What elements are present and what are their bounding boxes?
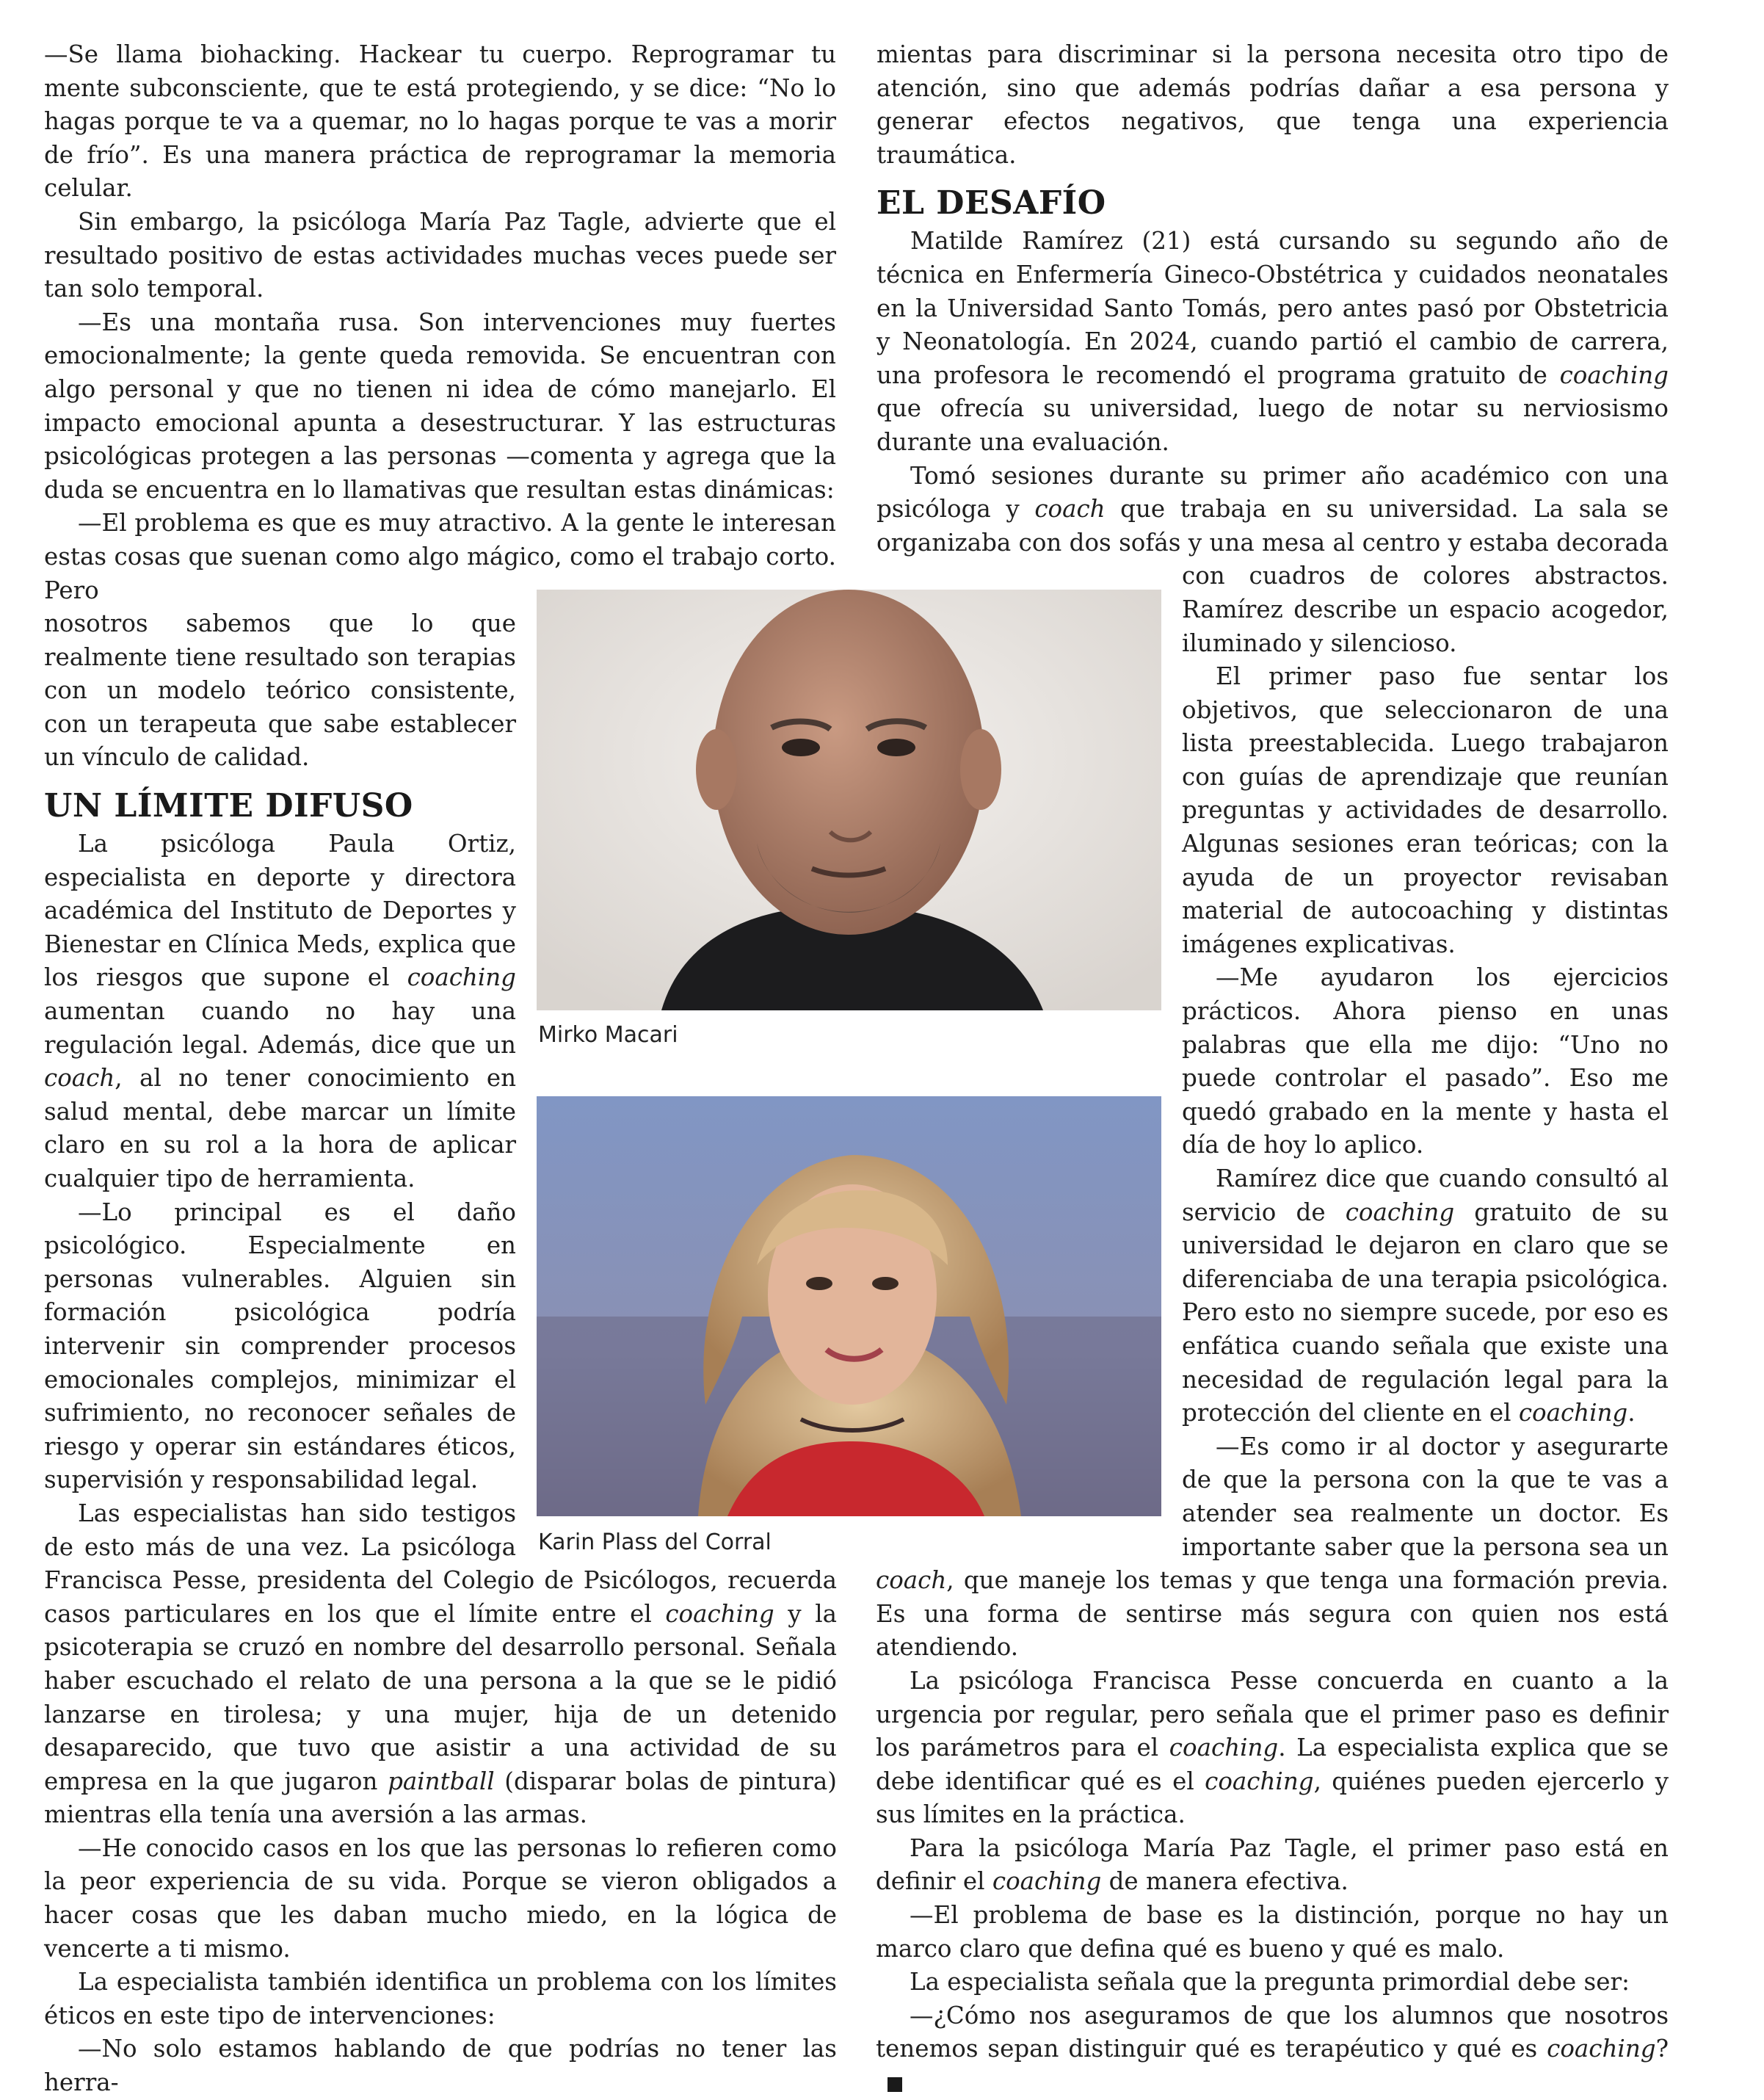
article-column-right (876, 38, 1669, 2100)
paragraph: El primer paso fue sentar los objetivos, que seleccionaron de una lista preestablecida. Luego trabajaron con guías de aprendizaje que reunían preguntas y actividades de desarrollo. Algunas sesiones eran teóricas; con la ayuda de un proyector revisaban material de autocoaching y distintas imágenes explicativas. (1182, 662, 1669, 958)
paragraph: Sin embargo, la psicóloga María Paz Tagle, advierte que el resultado positivo de estas actividades muchas veces puede ser tan solo temporal. (44, 207, 836, 303)
paragraph: —Es como ir al doctor y asegurarte de que la persona con la que te vas a atender sea realmente un doctor. Es importante saber que la persona sea un coach, que maneje los temas y que tenga una formación previa. Es una forma de sentirse más segura con quien nos está atendiendo. (876, 1432, 1669, 1662)
photo-caption: Mirko Macari (538, 1022, 678, 1048)
paragraph: La psicóloga Francisca Pesse concuerda en cuanto a la urgencia por regular, pero señala que el primer paso es definir los parámetros para el coaching. La especialista explica que se debe identificar qué es el coaching, quiénes pueden ejercerlo y sus límites en la práctica. (876, 1666, 1669, 1829)
paragraph: —Me ayudaron los ejercicios prácticos. Ahora pienso en unas palabras que ella me dijo: “Uno no puede controlar el pasado”. Eso me quedó grabado en la mente y hasta el día de hoy lo aplico. (1182, 963, 1669, 1159)
paragraph: Matilde Ramírez (21) está cursando su segundo año de técnica en Enfermería Gineco-Obstétrica y cuidados neonatales en la Universidad Santo Tomás, pero antes pasó por Obstetricia y Neonatología. En 2024, cuando partió el cambio de carrera, una profesora le recomendó el programa gratuito de coaching que ofrecía su universidad, luego de notar su nerviosismo durante una evaluación. (876, 227, 1669, 456)
paragraph: —He conocido casos en los que las personas lo refieren como la peor experiencia de su vida. Porque se vieron obligados a hacer cosas que les daban mucho miedo, en la lógica de vencerte a ti mismo. (44, 1833, 837, 1963)
paragraph: —El problema es que es muy atractivo. A la gente le interesan estas cosas que suenan como algo mágico, como el trabajo corto. Pero nosotros sabemos que lo que realmente tiene resultado son terapias con un modelo teórico consistente, con un terapeuta que sabe establecer un vínculo de calidad. (44, 509, 836, 772)
paragraph: La especialista también identifica un problema con los límites éticos en este tipo de intervenciones: (44, 1968, 837, 2030)
paragraph: —¿Cómo nos aseguramos de que los alumnos que nosotros tenemos sepan distinguir qué es terapéutico y qué es coaching? (876, 1999, 1669, 2100)
paragraph: —No solo estamos hablando de que podrías no tener las herra- (44, 2035, 837, 2097)
end-mark-icon (888, 2077, 902, 2092)
paragraph: Para la psicóloga María Paz Tagle, el primer paso está en definir el coaching de manera efectiva. (876, 1833, 1669, 1896)
portrait-photo-karin-plass (537, 1096, 1161, 1516)
paragraph: —Se llama biohacking. Hackear tu cuerpo. Reprogramar tu mente subconsciente, que te está protegiendo, y se dice: “No lo hagas porque te va a quemar, no lo hagas porque te vas a morir de frío”. Es una manera práctica de reprogramar la memoria celular. (44, 40, 836, 203)
section-heading: UN LÍMITE DIFUSO (44, 787, 413, 825)
portrait-man-image (537, 590, 1161, 1010)
photo-caption: Karin Plass del Corral (538, 1529, 772, 1555)
article-column-left (44, 38, 837, 2100)
paragraph: Las especialistas han sido testigos de esto más de una vez. La psicóloga Francisca Pesse, presidenta del Colegio de Psicólogos, recuerda casos particulares en los que el límite entre el coaching y la psicoterapia se cruzó en nombre del desarrollo personal. Señala haber escuchado el relato de una persona a la que se le pidió lanzarse en tirolesa; y una mujer, hija de un detenido desaparecido, que tuvo que asistir a una actividad de su empresa en la que jugaron paintball (disparar bolas de pintura) mientras ella tenía una aversión a las armas. (44, 1499, 837, 1829)
paragraph: mientas para discriminar si la persona necesita otro tipo de atención, sino que además podrías dañar a esa persona y generar efectos negativos, que tenga una experiencia traumática. (876, 40, 1669, 169)
layout-spacer (836, 38, 837, 580)
paragraph: Tomó sesiones durante su primer año académico con una psicóloga y coach que trabaja en su universidad. La sala se organizaba con dos sofás y una mesa al centro y estaba decorada con cuadros de colores abstractos. Ramírez describe un espacio acogedor, iluminado y silencioso. (876, 461, 1669, 657)
paragraph: —Es una montaña rusa. Son intervenciones muy fuertes emocionalmente; la gente queda removida. Se encuentran con algo personal y que no tienen ni idea de cómo manejarlo. El impacto emocional apunta a desestructurar. Y las estructuras psicológicas protegen a las personas —comenta y agrega que la duda se encuentra en lo llamativas que resultan estas dinámicas: (44, 308, 836, 504)
portrait-photo-mirko-macari (537, 590, 1161, 1010)
paragraph: —El problema de base es la distinción, porque no hay un marco claro que defina qué es bueno y qué es malo. (876, 1901, 1669, 1963)
paragraph: La psicóloga Paula Ortiz, especialista en deporte y directora académica del Instituto de Deportes y Bienestar en Clínica Meds, explica que los riesgos que supone el coaching aumentan cuando no hay una regulación legal. Además, dice que un coach, al no tener conocimiento en salud mental, debe marcar un límite claro en su rol a la hora de aplicar cualquier tipo de herramienta. (44, 830, 516, 1192)
section-heading: EL DESAFÍO (876, 184, 1106, 222)
paragraph: La especialista señala que la pregunta primordial debe ser: (910, 1968, 1630, 1996)
paragraph: —Lo principal es el daño psicológico. Especialmente en personas vulnerables. Alguien sin formación psicológica podría intervenir sin comprender procesos emocionales complejos, minimizar el sufrimiento, no reconocer señales de riesgo y operar sin estándares éticos, supervisión y responsabilidad legal. (44, 1198, 516, 1494)
portrait-woman-image (537, 1096, 1161, 1516)
paragraph: Ramírez dice que cuando consultó al servicio de coaching gratuito de su universidad le dejaron en claro que se diferenciaba de una terapia psicológica. Pero esto no siempre sucede, por eso es enfática cuando señala que existe una necesidad de regulación legal para la protección del cliente en el coaching. (1182, 1165, 1669, 1427)
